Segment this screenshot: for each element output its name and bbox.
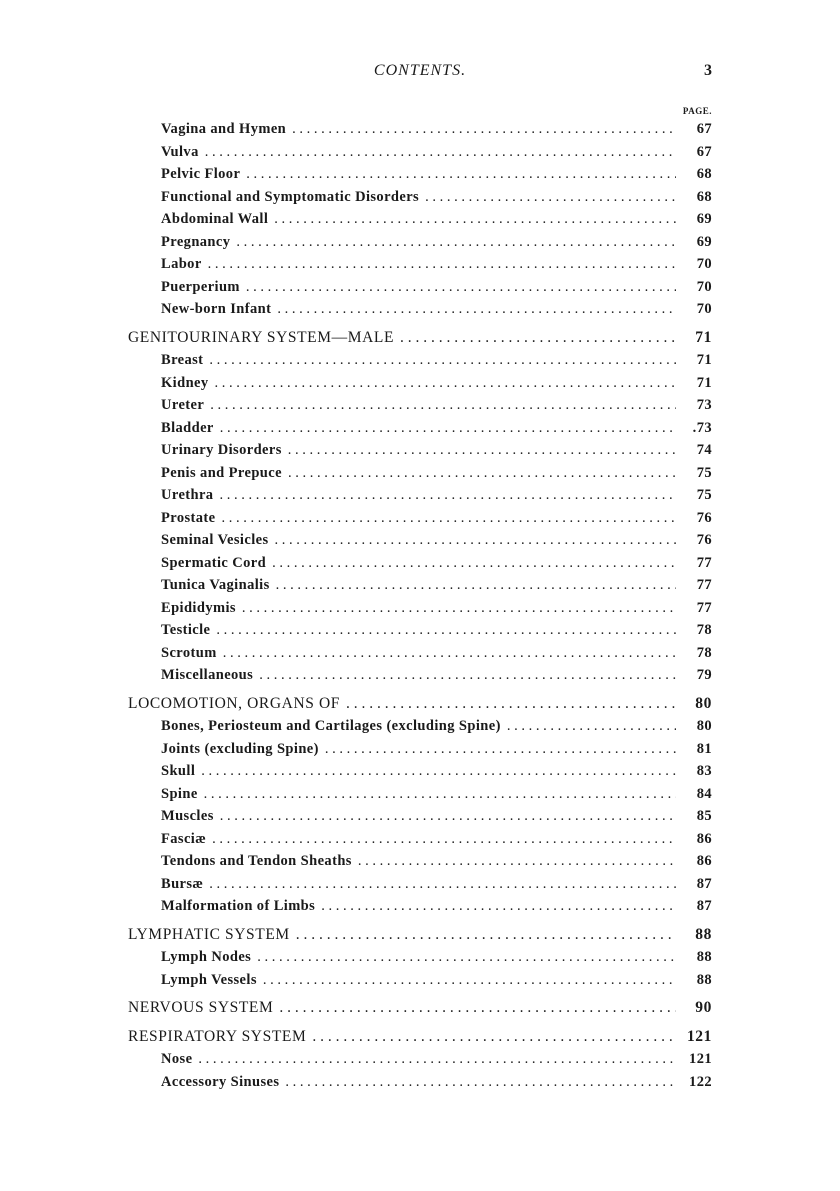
toc-entry-label: Muscles — [161, 808, 214, 824]
toc-entry[interactable] — [128, 118, 712, 141]
toc-entry-label: Vagina and Hymen — [161, 121, 287, 137]
toc-entry-page: 86 — [696, 830, 712, 847]
toc-entry-label: Bones, Periosteum and Cartilages (excluding Spine) — [161, 718, 501, 734]
toc-entry-page: 78 — [696, 644, 712, 661]
toc-entry-page: 121 — [686, 1027, 712, 1045]
dot-leader — [358, 850, 676, 873]
dot-leader — [274, 208, 676, 231]
toc-entry[interactable] — [128, 163, 712, 186]
toc-entry-label: Malformation of Limbs — [161, 898, 316, 914]
page-column-label: PAGE. — [682, 106, 712, 116]
toc-entry[interactable] — [128, 642, 712, 665]
dot-leader — [296, 924, 676, 947]
toc-entry[interactable] — [128, 439, 712, 462]
table-of-contents — [128, 118, 712, 1093]
toc-entry-label: Lymph Vessels — [161, 971, 257, 988]
toc-entry-page: 88 — [696, 971, 712, 988]
toc-entry-page: 77 — [696, 554, 712, 571]
toc-entry-page: 71 — [696, 352, 712, 368]
toc-entry-page: 68 — [696, 166, 712, 182]
toc-entry-page: 88 — [695, 925, 712, 943]
dot-leader — [285, 1071, 676, 1094]
toc-entry-label: Lymph Nodes — [161, 949, 252, 965]
toc-entry[interactable] — [128, 574, 712, 597]
toc-entry-page: .73 — [692, 419, 712, 436]
toc-entry-label: Prostate — [161, 509, 216, 526]
dot-leader — [246, 163, 676, 186]
toc-entry-label: Testicle — [161, 622, 211, 638]
running-title: CONTENTS. — [373, 62, 467, 79]
toc-entry-label: Pregnancy — [161, 233, 231, 250]
dot-leader — [220, 805, 676, 828]
toc-entry-label: Bursæ — [161, 875, 204, 892]
dot-leader — [425, 186, 676, 209]
dot-leader — [236, 231, 676, 254]
toc-entry-page: 75 — [696, 487, 712, 503]
dot-leader — [321, 895, 676, 918]
toc-entry[interactable] — [128, 253, 712, 276]
toc-entry-page: 88 — [696, 949, 712, 965]
toc-entry-label: Kidney — [161, 374, 209, 391]
toc-entry[interactable] — [128, 484, 712, 507]
toc-entry[interactable] — [128, 372, 712, 395]
toc-entry-label: Labor — [161, 256, 202, 272]
toc-entry[interactable] — [128, 619, 712, 642]
dot-leader — [325, 738, 676, 761]
toc-entry-page: 76 — [696, 509, 712, 526]
toc-entry[interactable] — [128, 1071, 712, 1094]
dot-leader — [288, 439, 676, 462]
dot-leader — [242, 597, 676, 620]
dot-leader — [215, 372, 676, 395]
toc-entry-label: GENITOURINARY SYSTEM—MALE — [128, 328, 395, 346]
toc-entry-label: RESPIRATORY SYSTEM — [128, 1027, 307, 1045]
toc-entry[interactable] — [128, 529, 712, 552]
dot-leader — [216, 619, 676, 642]
toc-entry-label: Puerperium — [161, 278, 240, 295]
dot-leader — [288, 462, 676, 485]
dot-leader — [263, 969, 676, 992]
toc-entry[interactable] — [128, 298, 712, 321]
toc-entry-page: 87 — [696, 875, 712, 892]
toc-entry[interactable] — [128, 276, 712, 299]
dot-leader — [209, 349, 676, 372]
dot-leader — [210, 394, 676, 417]
toc-entry-page: 77 — [696, 577, 712, 593]
dot-leader — [276, 574, 676, 597]
dot-leader — [346, 693, 676, 716]
toc-entry-page: 70 — [696, 278, 712, 295]
toc-entry[interactable] — [128, 715, 712, 738]
dot-leader — [209, 873, 676, 896]
toc-entry[interactable] — [128, 760, 712, 783]
toc-entry-label: Pelvic Floor — [161, 166, 241, 182]
dot-leader — [272, 552, 676, 575]
dot-leader — [219, 484, 676, 507]
toc-entry-label: NERVOUS SYSTEM — [128, 999, 274, 1016]
toc-entry-page: 67 — [696, 143, 712, 160]
toc-entry-page: 75 — [696, 464, 712, 481]
dot-leader — [257, 946, 676, 969]
toc-entry-page: 87 — [696, 898, 712, 914]
toc-entry-page: 74 — [696, 442, 712, 458]
dot-leader — [275, 529, 676, 552]
toc-entry-page: 90 — [695, 999, 712, 1016]
toc-entry-label: Bladder — [161, 419, 214, 436]
toc-entry[interactable] — [128, 895, 712, 918]
dot-leader — [292, 118, 676, 141]
dot-leader — [201, 760, 676, 783]
toc-entry-label: LYMPHATIC SYSTEM — [128, 925, 290, 943]
toc-entry-label: Vulva — [161, 143, 199, 160]
toc-entry-label: Functional and Symptomatic Disorders — [161, 188, 420, 205]
dot-leader — [208, 253, 676, 276]
toc-entry[interactable] — [128, 462, 712, 485]
toc-entry[interactable] — [128, 738, 712, 761]
toc-entry[interactable] — [128, 805, 712, 828]
toc-entry-label: New-born Infant — [161, 301, 272, 317]
toc-section-entry[interactable] — [128, 327, 712, 350]
toc-entry-label: Ureter — [161, 397, 205, 413]
toc-entry[interactable] — [128, 208, 712, 231]
toc-entry-page: 83 — [696, 763, 712, 779]
toc-entry-page: 122 — [689, 1073, 712, 1090]
toc-entry-label: Breast — [161, 352, 204, 368]
dot-leader — [400, 327, 676, 350]
toc-entry[interactable] — [128, 597, 712, 620]
toc-entry-page: 67 — [696, 121, 712, 137]
toc-entry-page: 80 — [696, 718, 712, 734]
toc-entry[interactable] — [128, 507, 712, 530]
toc-entry[interactable] — [128, 394, 712, 417]
toc-entry-page: 69 — [696, 233, 712, 250]
toc-entry-page: 70 — [696, 301, 712, 317]
dot-leader — [312, 1026, 676, 1049]
toc-entry[interactable] — [128, 850, 712, 873]
toc-entry-label: Tendons and Tendon Sheaths — [161, 853, 352, 869]
toc-entry-page: 71 — [696, 374, 712, 391]
toc-entry-page: 78 — [696, 622, 712, 638]
toc-entry[interactable] — [128, 349, 712, 372]
toc-entry-label: Miscellaneous — [161, 667, 254, 683]
dot-leader — [507, 715, 676, 738]
toc-entry-label: Spermatic Cord — [161, 554, 267, 571]
toc-entry-page: 84 — [696, 785, 712, 802]
toc-entry[interactable] — [128, 969, 712, 992]
dot-leader — [198, 1048, 676, 1071]
dot-leader — [212, 828, 676, 851]
toc-entry-page: 86 — [696, 853, 712, 869]
toc-entry-label: Penis and Prepuce — [161, 464, 282, 481]
toc-entry-label: Skull — [161, 763, 196, 779]
toc-entry[interactable] — [128, 873, 712, 896]
toc-entry[interactable] — [128, 231, 712, 254]
toc-entry-page: 69 — [696, 211, 712, 227]
toc-entry-label: Joints (excluding Spine) — [161, 740, 319, 757]
toc-entry[interactable] — [128, 783, 712, 806]
toc-entry[interactable] — [128, 417, 712, 440]
dot-leader — [259, 664, 676, 687]
toc-entry[interactable] — [128, 552, 712, 575]
toc-section-entry[interactable] — [128, 997, 712, 1020]
toc-section-entry[interactable] — [128, 924, 712, 947]
toc-entry-page: 77 — [696, 599, 712, 616]
toc-entry-label: Fasciæ — [161, 830, 207, 847]
toc-entry-page: 71 — [695, 328, 712, 346]
toc-entry[interactable] — [128, 186, 712, 209]
toc-entry-page: 70 — [696, 256, 712, 272]
dot-leader — [205, 141, 676, 164]
toc-entry[interactable] — [128, 141, 712, 164]
toc-entry-label: Accessory Sinuses — [161, 1073, 280, 1090]
dot-leader — [220, 417, 676, 440]
dot-leader — [279, 997, 676, 1020]
toc-entry-label: Nose — [161, 1051, 193, 1067]
toc-entry-label: Abdominal Wall — [161, 211, 269, 227]
toc-entry-page: 81 — [696, 740, 712, 757]
toc-entry-page: 76 — [696, 532, 712, 548]
toc-entry-page: 80 — [695, 694, 712, 712]
toc-entry-label: Epididymis — [161, 599, 236, 616]
toc-entry-label: Seminal Vesicles — [161, 532, 269, 548]
toc-entry[interactable] — [128, 828, 712, 851]
toc-section-entry[interactable] — [128, 1026, 712, 1049]
toc-entry[interactable] — [128, 1048, 712, 1071]
running-header — [0, 62, 840, 82]
toc-entry-page: 68 — [696, 188, 712, 205]
toc-entry-label: LOCOMOTION, ORGANS OF — [128, 694, 340, 712]
toc-section-entry[interactable] — [128, 693, 712, 716]
dot-leader — [223, 642, 676, 665]
toc-entry-label: Spine — [161, 785, 198, 802]
dot-leader — [221, 507, 676, 530]
dot-leader — [277, 298, 676, 321]
toc-entry-page: 121 — [689, 1051, 712, 1067]
toc-entry-page: 85 — [696, 808, 712, 824]
toc-entry-label: Scrotum — [161, 644, 217, 661]
toc-entry-label: Urethra — [161, 487, 214, 503]
toc-entry[interactable] — [128, 946, 712, 969]
page-number: 3 — [704, 62, 712, 79]
toc-entry-label: Urinary Disorders — [161, 442, 282, 458]
toc-entry-page: 79 — [696, 667, 712, 683]
dot-leader — [246, 276, 676, 299]
toc-entry-label: Tunica Vaginalis — [161, 577, 270, 593]
toc-entry-page: 73 — [696, 397, 712, 413]
dot-leader — [204, 783, 676, 806]
toc-entry[interactable] — [128, 664, 712, 687]
